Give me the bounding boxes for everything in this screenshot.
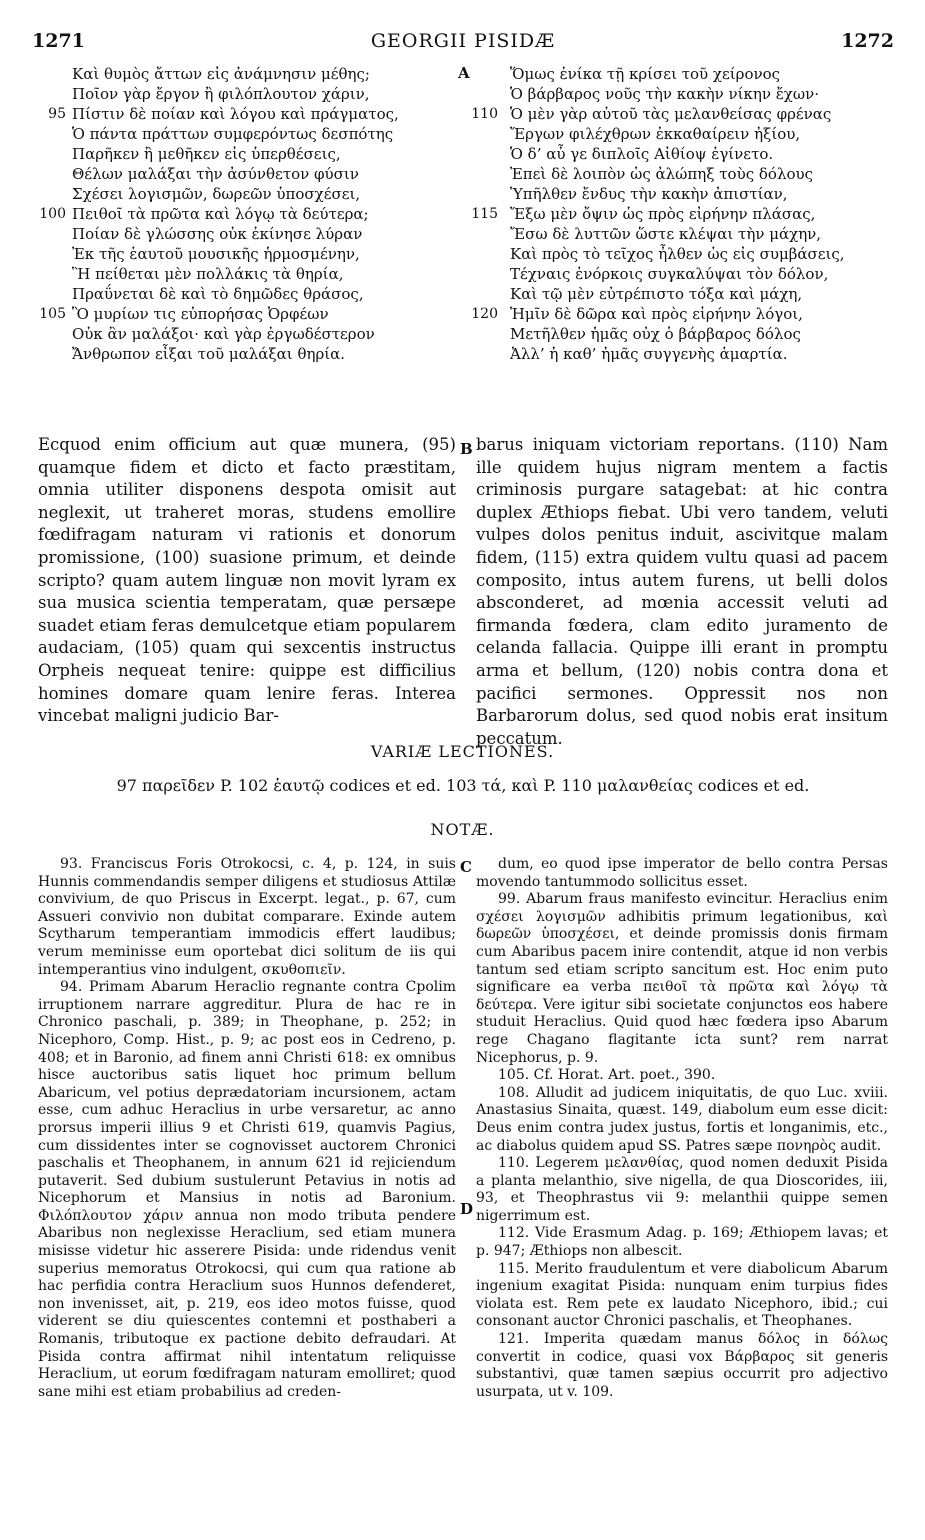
note-paragraph: 110. Legerem μελανθίας, quod nomen deduxit Pisida a planta melanthio, sive nigella, de qua Dioscorides, iii, 93, et Theophrastus vii 9: melanthii quippe semen nigerrimum est. — [476, 1155, 888, 1224]
note-paragraph: 112. Vide Erasmum Adag. p. 169; Æthiopem lavas; et p. 947; Æthiops non albescit. — [476, 1225, 888, 1260]
verse-line — [72, 244, 452, 264]
note-paragraph: 121. Imperita quædam manus δόλος in δόλως convertit in codice, quasi vox Βάρβαρος sit generis substantivi, quæ tamen sæpius occurrit pro adjectivo usurpata, ut v. 109. — [476, 1331, 888, 1400]
verse-line — [510, 264, 890, 284]
verse-text: Καὶ τῷ μὲν εὐτρέπιστο τόξα καὶ μάχη, — [510, 285, 803, 303]
verse-line — [72, 324, 452, 344]
verse-number: 115 — [471, 206, 498, 222]
margin-marker-c: C — [460, 858, 472, 876]
verse-text: Τέχναις ἐνόρκοις συγκαλύψαι τὸν δόλον, — [510, 265, 829, 283]
margin-marker-d: D — [460, 1200, 474, 1218]
verse-line — [510, 164, 890, 184]
notes-right-column — [476, 856, 888, 1401]
verse-text: Ἐπεὶ δὲ λοιπὸν ὡς ἀλώπηξ τοὺς δόλους — [510, 165, 813, 183]
verse-line — [72, 84, 452, 104]
greek-verse-right — [471, 64, 890, 364]
verse-text: Καὶ πρὸς τὸ τεῖχος ἦλθεν ὡς εἰς συμβάσεις, — [510, 245, 845, 263]
verse-text: Ἔργων φιλέχθρων ἐκκαθαίρειν ἠξίου, — [510, 125, 801, 143]
verse-line — [510, 64, 890, 84]
verse-text: Ἔσω δὲ λυττῶν ὥστε κλέψαι τὴν μάχην, — [510, 225, 822, 243]
verse-line — [510, 84, 890, 104]
verse-line — [471, 304, 890, 324]
verse-line — [72, 64, 452, 84]
verse-line — [72, 284, 452, 304]
verse-line — [471, 204, 890, 224]
verse-line — [510, 144, 890, 164]
verse-line — [510, 184, 890, 204]
notae-heading: NOTÆ. — [430, 820, 495, 839]
verse-line — [510, 124, 890, 144]
verse-text: Ποίαν δὲ γλώσσης οὐκ ἐκίνησε λύραν — [72, 225, 363, 243]
verse-line — [72, 164, 452, 184]
verse-text: Παρῆκεν ἢ μεθῆκεν εἰς ὑπερθέσεις, — [72, 145, 341, 163]
verse-number: 100 — [39, 206, 66, 222]
note-paragraph: 99. Abarum fraus manifesto evincitur. Heraclius enim σχέσει λογισμῶν adhibitis primum legationibus, καὶ δωρεῶν ὑποσχέσει, et deinde promissis donis firmam cum Abaribus pacem inire contendit, atque id non verbis tantum sed etiam scripto sancitum est. Hoc enim puto significare ea verba πειθοῖ τὰ πρῶτα καὶ λόγῳ τὰ δεύτερα. Vere igitur sibi societate conjunctos eos habere studuit Heraclius. Quid quod hæc fœdera ipso Abarum rege Chagano flagitante icta sunt? rem narrat Nicephorus, p. 9. — [476, 891, 888, 1066]
greek-verse-left — [39, 64, 452, 364]
verse-text: Ἣ πείθεται μὲν πολλάκις τὰ θηρία, — [72, 265, 344, 283]
verse-number: 120 — [471, 306, 498, 322]
verse-line — [510, 284, 890, 304]
note-paragraph: 94. Primam Abarum Heraclio regnante contra Cpolim irruptionem narrare aggreditur. Plura de hac re in Chronico paschali, p. 389; in Theophane, p. 252; in Nicephoro, Comp. Hist., p. 9; ac post eos in Cedreno, p. 408; et in Baronio, ad finem anni Christi 618: ex omnibus hisce auctoribus satis liquet hoc primum bellum Abaricum, vel potius deprædatoriam incursionem, actam esse, cum adhuc Heraclius in urbe versaretur, ac anno prorsus imperii illius 9 et Christi 619, quamvis Pagius, cum dissidentes inter se cognovisset auctorem Chronici paschalis et Theophanem, in annum 621 id rejiciendum putaverit. Sed dubium sustulerunt Petavius in notis ad Nicephorum et Mansius in notis ad Baronium. Φιλόπλουτον χάριν annua non modo tributa pendere Abaribus non neglexisse Heraclium, sed etiam munera misisse videtur hic asserere Pisida: unde ridendus venit superius memoratus Otrokocsi, qui cum qua ratione ab hac perfidia contra Heraclium suos Hunnos defenderet, non invenisset, ait, p. 219, eos ideo motos fuisse, quod viderent se diu quiescentes contemni et posthaberi a Romanis, tributoque ex pactione debito defraudari. At Pisida contra affirmat nihil intentatum reliquisse Heraclium, ut eorum fœdifragam naturam emolliret; quod sane mihi est etiam probabilius ad creden- — [38, 979, 456, 1400]
verse-text: Ὁ δ’ αὖ γε διπλοῖς Αἰθίοψ ἐγίνετο. — [510, 145, 774, 163]
verse-line — [39, 204, 452, 224]
verse-text: Ἡμῖν δὲ δῶρα καὶ πρὸς εἰρήνην λόγοι, — [510, 305, 803, 323]
verse-number: 105 — [39, 306, 66, 322]
verse-text: Ὅμως ἐνίκα τῇ κρίσει τοῦ χείρονος — [510, 65, 781, 83]
verse-line — [72, 264, 452, 284]
latin-translation-left: Ecquod enim officium aut quæ munera, (95) quamque fidem et dicto et facto præstitam, omnia utiliter disponens despota omisit aut neglexit, ut traheret moras, studens emollire fœdifragam naturam vi rationis et donorum promissione, (100) suasione primum, et deinde scripto? quam autem linguæ non movit lyram ex sua musica scientia temperatam, quæ persæpe suadet etiam feras demulcetque etiam popularem audaciam, (105) quam qui sexcentis instructus Orpheis nequeat tenire: quippe est difficilius homines domare quam lenire feras. Interea vincebat maligni judicio Bar- — [38, 435, 456, 726]
note-paragraph: 105. Cf. Horat. Art. poet., 390. — [498, 1067, 716, 1084]
verse-text: Θέλων μαλάξαι τὴν ἀσύνθετον φύσιν — [72, 165, 359, 183]
verse-number: 110 — [471, 106, 498, 122]
verse-text: Ὁ μὲν γὰρ αὐτοῦ τὰς μελανθείσας φρένας — [510, 105, 832, 123]
verse-line — [510, 344, 890, 364]
verse-text: Καὶ θυμὸς ἄττων εἰς ἀνάμνησιν μέθης; — [72, 65, 370, 83]
note-paragraph: 93. Franciscus Foris Otrokocsi, c. 4, p. 124, in suis Hunnis commendandis semper diligens et studiosus Attilæ convivium, de quo Priscus in Excerpt. legat., p. 67, cum Assueri convivio non dubitat comparare. Exinde autem Scytharum temperantiam immodicis effert laudibus; verum meminisse eum oportebat dici solitum de iis qui intemperantius vino indulgent, σκυθοπιεῖν. — [38, 856, 456, 978]
page-header — [32, 30, 894, 60]
verse-line — [72, 184, 452, 204]
latin-translation-right: barus iniquam victoriam reportans. (110) Nam ille quidem hujus nigram mentem a factis criminosis purgare satagebat: at hic contra duplex Æthiops fiebat. Ubi vero tandem, veluti vulpes dolos penitus induit, ascivitque malam fidem, (115) extra quidem vultu quasi ad pacem composito, intus autem furens, ut belli dolos absconderet, ad mœnia accessit veluti ad firmanda fœdera, clam edito juramento de celanda fallacia. Quippe illi erant in promptu arma et bellum, (120) nobis contra dona et pacifici sermones. Oppressit nos non Barbarorum dolus, sed quod nobis erat insitum peccatum. — [476, 435, 888, 748]
verse-text: Ἐκ τῆς ἑαυτοῦ μουσικῆς ἡρμοσμένην, — [72, 245, 360, 263]
verse-text: Ὁ πάντα πράττων συμφερόντως δεσπότης — [72, 125, 394, 143]
page-number-right: 1272 — [841, 30, 894, 52]
notes-left-column — [38, 856, 456, 1401]
verse-text: Πραΰνεται δὲ καὶ τὸ δημῶδες θράσος, — [72, 285, 364, 303]
verse-text: Ὃ μυρίων τις εὐπορήσας Ὀρφέων — [72, 305, 329, 323]
verse-line — [510, 324, 890, 344]
verse-text: Πίστιν δὲ ποίαν καὶ λόγου καὶ πράγματος, — [72, 105, 399, 123]
verse-number: 95 — [48, 106, 66, 122]
verse-line — [510, 244, 890, 264]
verse-text: Σχέσει λογισμῶν, δωρεῶν ὑποσχέσει, — [72, 185, 361, 203]
verse-line — [39, 304, 452, 324]
verse-text: Οὐκ ἂν μαλάξοι· καὶ γὰρ ἐργωδέστερον — [72, 325, 375, 343]
verse-line — [48, 104, 452, 124]
margin-marker-a: A — [458, 64, 470, 82]
note-paragraph: 115. Merito fraudulentum et vere diabolicum Abarum ingenium exagitat Pisida: nunquam enim turpius fides violata est. Rem pete ex laudato Nicephoro, ibid.; cui consonant auctor Chronici paschalis, et Theophanes. — [476, 1260, 888, 1330]
verse-text: Ἀλλ’ ἡ καθ’ ἡμᾶς συγγενὴς ἁμαρτία. — [510, 345, 788, 363]
verse-text: Ἔξω μὲν ὄψιν ὡς πρὸς εἰρήνην πλάσας, — [510, 205, 816, 223]
verse-text: Ἄνθρωπον εἶξαι τοῦ μαλάξαι θηρία. — [72, 345, 346, 363]
note-paragraph: dum, eo quod ipse imperator de bello contra Persas movendo tantummodo sollicitus esset. — [476, 856, 888, 890]
verse-line — [72, 144, 452, 164]
margin-marker-b: B — [460, 440, 473, 458]
note-paragraph: 108. Alludit ad judicem iniquitatis, de quo Luc. xviii. Anastasius Sinaita, quæst. 149, diabolum eum esse dicit: Deus enim contra judex justus, fortis et longanimis, etc., ac diabolus quidem apud SS. Patres sæpe πονηρὸς audit. — [476, 1084, 888, 1154]
verse-text: Ὁ βάρβαρος νοῦς τὴν κακὴν νίκην ἔχων· — [510, 85, 819, 103]
variae-lectiones-text: 97 παρεῖδεν P. 102 ἑαυτῷ codices et ed. 103 τά, καὶ P. 110 μαλανθείας codices et ed. — [116, 776, 810, 795]
verse-line — [72, 124, 452, 144]
verse-text: Ὑπῆλθεν ἔνδυς τὴν κακὴν ἀπιστίαν, — [510, 185, 788, 203]
variae-lectiones-heading: VARIÆ LECTIONES. — [370, 742, 555, 761]
page-number-left: 1271 — [32, 30, 85, 52]
running-title: GEORGII PISIDÆ — [370, 30, 556, 52]
verse-line — [72, 344, 452, 364]
verse-text: Μετῆλθεν ἡμᾶς οὐχ ὁ βάρβαρος δόλος — [510, 325, 801, 343]
verse-text: Ποῖον γὰρ ἔργον ἢ φιλόπλουτον χάριν, — [72, 85, 370, 103]
verse-text: Πειθοῖ τὰ πρῶτα καὶ λόγῳ τὰ δεύτερα; — [72, 205, 369, 223]
verse-line — [72, 224, 452, 244]
verse-line — [510, 224, 890, 244]
verse-line — [471, 104, 890, 124]
